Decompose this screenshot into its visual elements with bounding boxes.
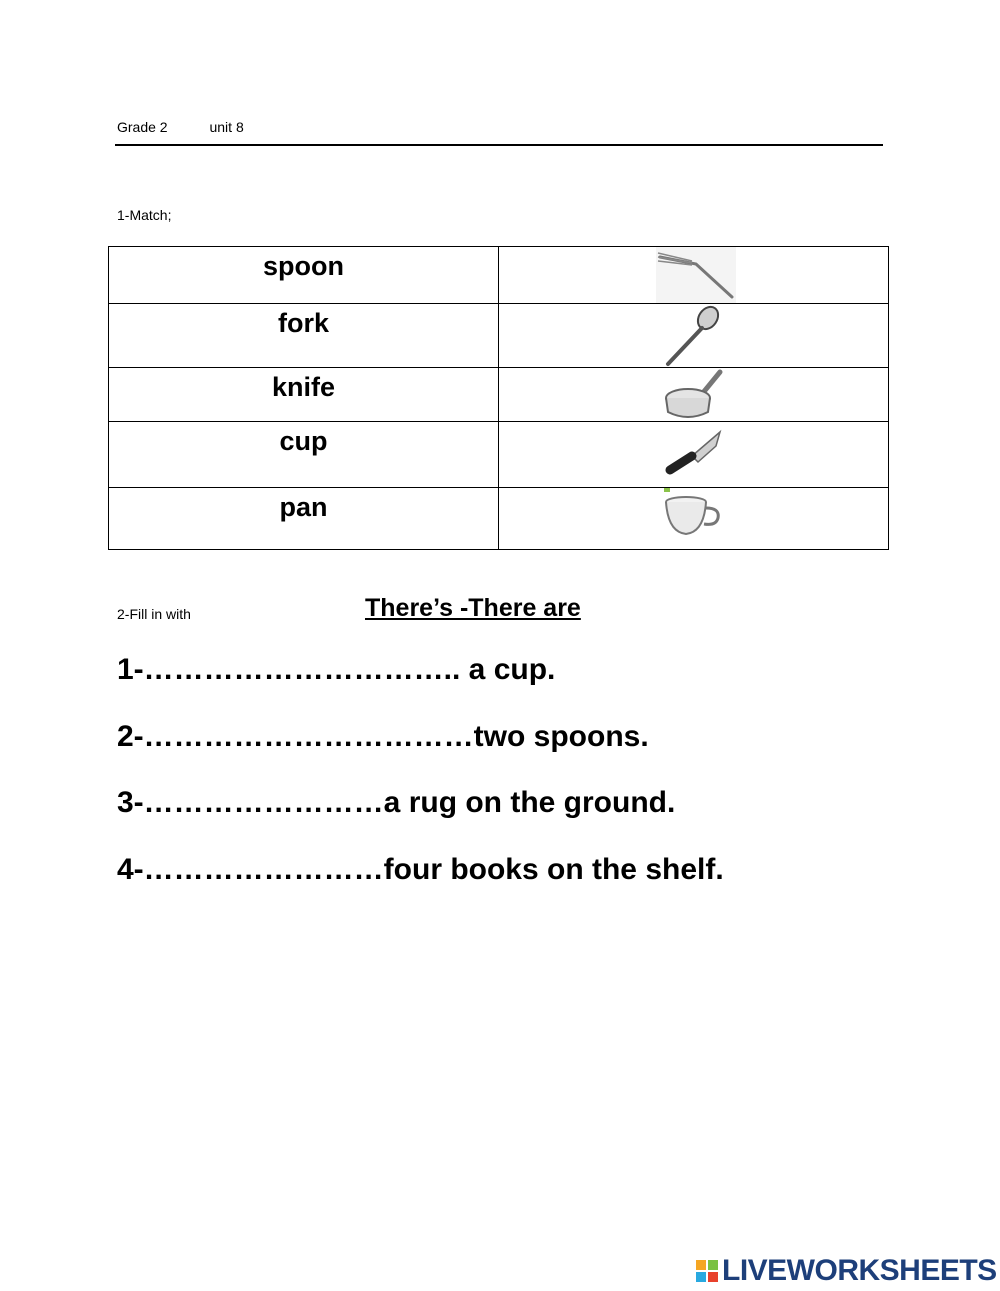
worksheet-header [117, 119, 244, 135]
section1-instruction: 1-Match; [117, 207, 172, 223]
table-row [109, 247, 889, 304]
section2-instruction: 2-Fill in with [117, 606, 191, 622]
match-word[interactable]: spoon [109, 247, 499, 304]
match-word[interactable]: fork [109, 304, 499, 368]
match-picture-cell[interactable] [499, 368, 889, 422]
fill-sentence-4[interactable]: 4-……………………four books on the shelf. [117, 853, 724, 886]
grade-label: Grade 2 [117, 119, 168, 135]
match-word[interactable]: knife [109, 368, 499, 422]
match-picture-cell[interactable] [499, 422, 889, 488]
match-picture-cell[interactable] [499, 247, 889, 304]
section2-title: There’s -There are [365, 594, 581, 622]
match-word[interactable]: cup [109, 422, 499, 488]
fork-icon [656, 247, 736, 303]
unit-label: unit 8 [209, 119, 244, 135]
cup-icon [662, 488, 725, 550]
match-picture-cell[interactable] [499, 304, 889, 368]
pan-icon [662, 368, 725, 422]
logo-text: LIVEWORKSHEETS [722, 1254, 997, 1287]
fill-sentence-1[interactable]: 1-………………………….. a cup. [117, 653, 556, 686]
liveworksheets-logo [696, 1254, 997, 1288]
table-row [109, 488, 889, 550]
match-picture-cell[interactable] [499, 488, 889, 550]
logo-blocks-icon [696, 1260, 718, 1282]
spoon-icon [662, 304, 725, 368]
match-word[interactable]: pan [109, 488, 499, 550]
header-divider [115, 144, 883, 146]
fill-sentence-3[interactable]: 3-……………………a rug on the ground. [117, 786, 676, 819]
fill-sentence-2[interactable]: 2-……………………………two spoons. [117, 720, 649, 753]
table-row [109, 368, 889, 422]
table-row [109, 304, 889, 368]
match-table [108, 246, 889, 550]
table-row [109, 422, 889, 488]
knife-icon [662, 422, 725, 488]
